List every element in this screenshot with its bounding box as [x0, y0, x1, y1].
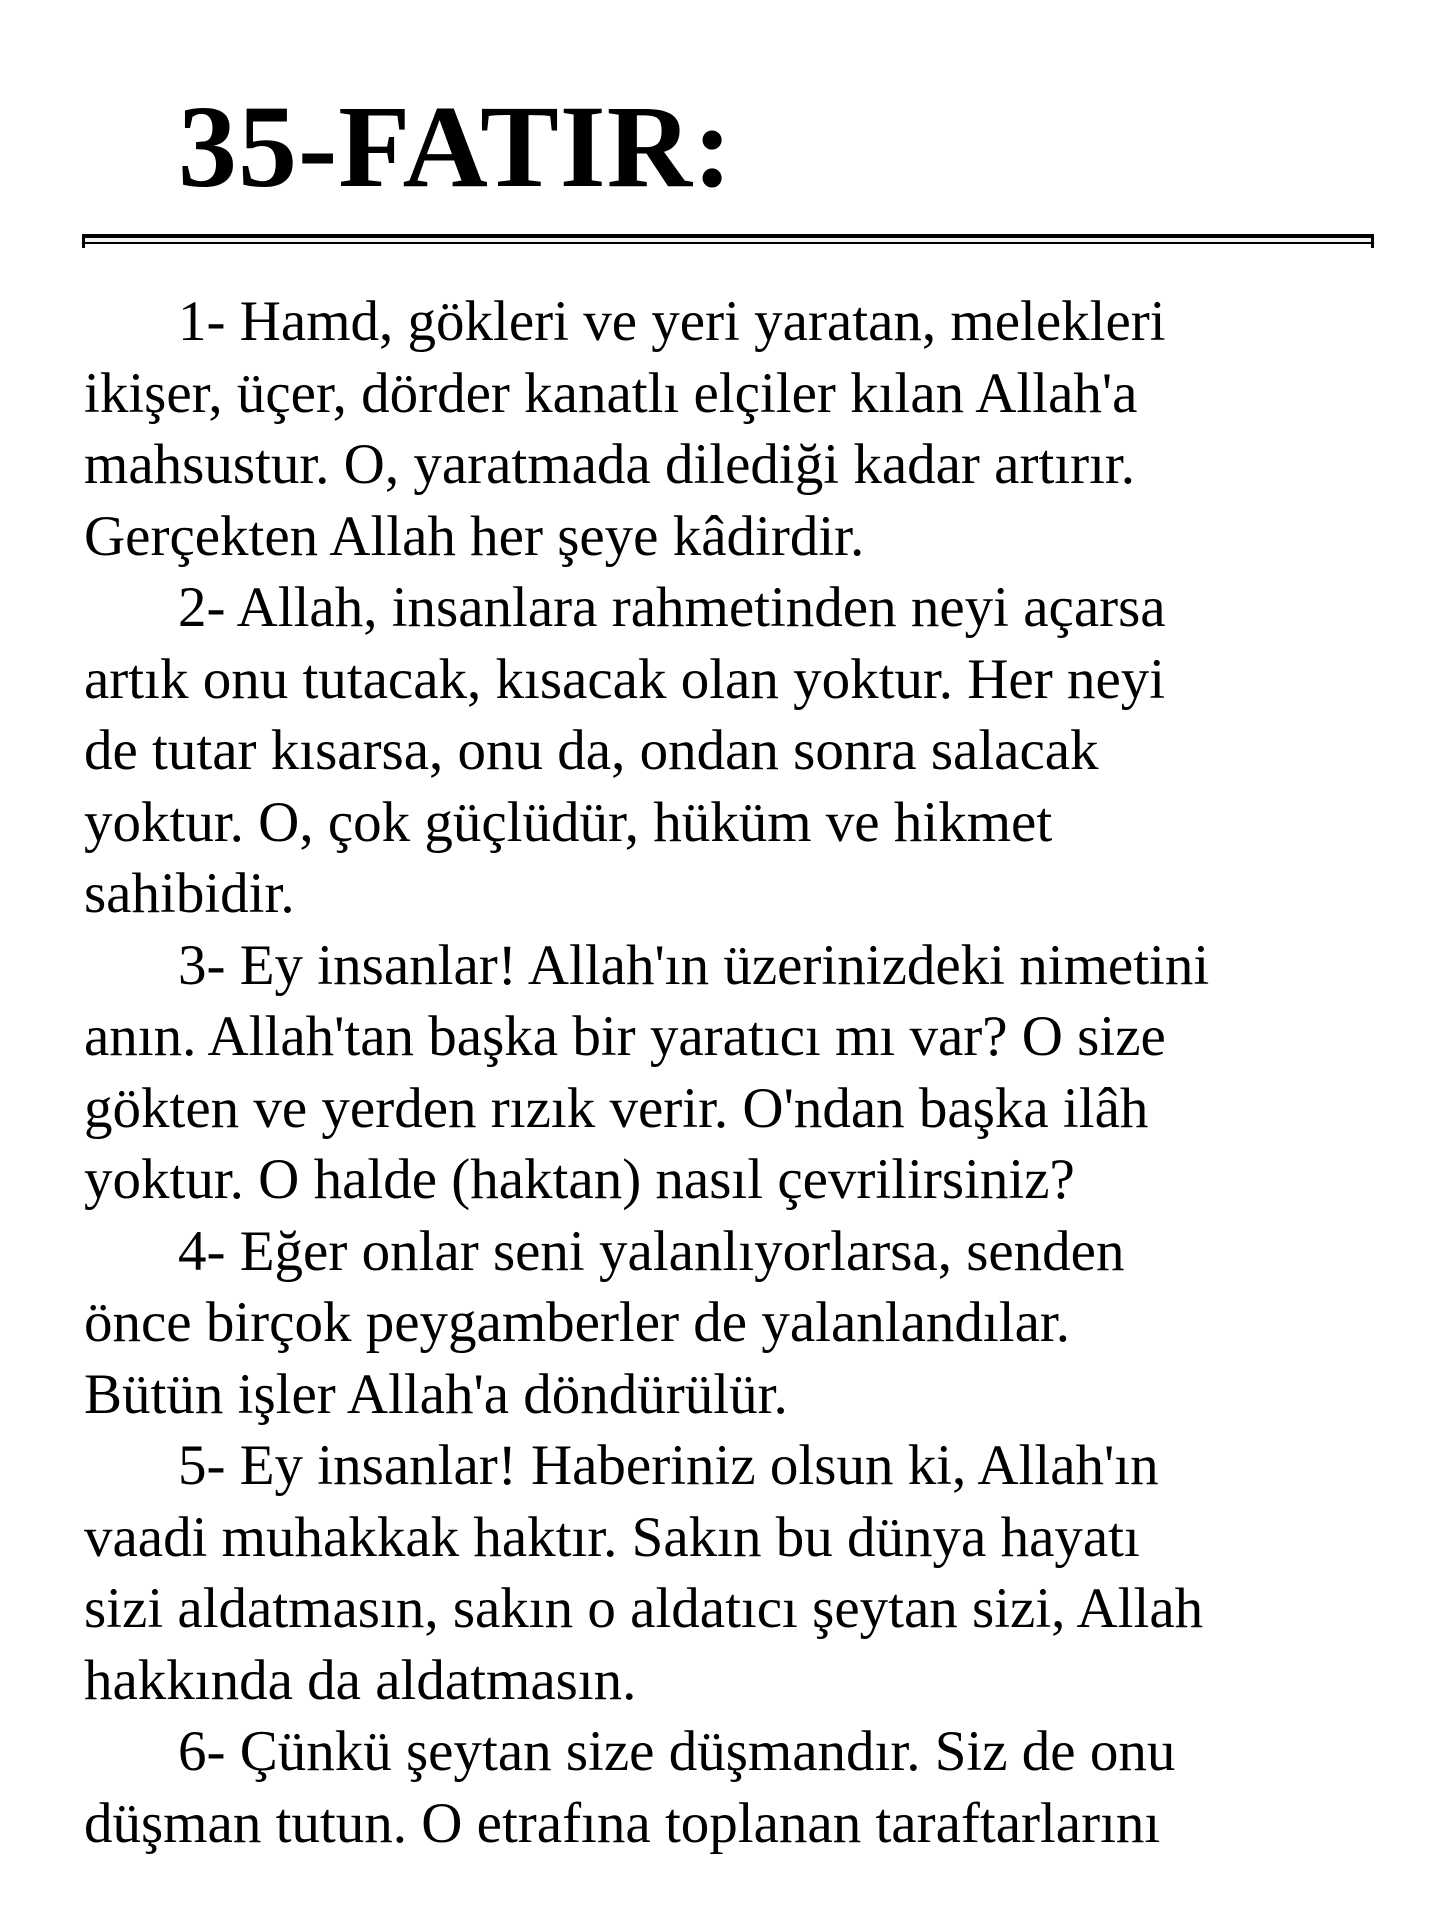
verse-line: 2- Allah, insanlara rahmetinden neyi açarsa: [178, 576, 1166, 639]
verse-line: ikişer, üçer, dörder kanatlı elçiler kılan Allah'a: [84, 361, 1138, 425]
verse-6: [84, 1716, 1384, 1859]
verse-line: Gerçekten Allah her şeye kâdirdir.: [84, 504, 865, 568]
verse-line: anın. Allah'tan başka bir yaratıcı mı var? O size: [84, 1005, 1166, 1068]
verse-line: de tutar kısarsa, onu da, ondan sonra salacak: [84, 719, 1099, 782]
verse-line: sahibidir.: [84, 862, 295, 925]
verse-5: [84, 1430, 1384, 1716]
verse-line: vaadi muhakkak haktır. Sakın bu dünya hayatı: [84, 1505, 1140, 1569]
verse-3: [84, 930, 1384, 1216]
verse-4: [84, 1216, 1384, 1431]
verse-line: 1- Hamd, gökleri ve yeri yaratan, melekleri: [178, 290, 1166, 353]
verse-line: yoktur. O, çok güçlüdür, hüküm ve hikmet: [84, 790, 1053, 854]
page-title: 35-FATIR:: [178, 81, 734, 212]
title-divider: [84, 234, 1372, 244]
verse-line: 6- Çünkü şeytan size düşmandır. Siz de onu: [178, 1720, 1176, 1783]
verse-line: 5- Ey insanlar! Haberiniz olsun ki, Allah'ın: [178, 1434, 1159, 1497]
verse-line: düşman tutun. O etrafına toplanan taraftarlarını: [84, 1791, 1161, 1855]
verse-line: gökten ve yerden rızık verir. O'ndan başka ilâh: [84, 1076, 1149, 1140]
verse-line: yoktur. O halde (haktan) nasıl çevrilirsiniz?: [84, 1148, 1075, 1211]
verse-line: önce birçok peygamberler de yalanlandılar.: [84, 1291, 1070, 1354]
verse-line: 4- Eğer onlar seni yalanlıyorlarsa, senden: [178, 1219, 1125, 1283]
verse-line: sizi aldatmasın, sakın o aldatıcı şeytan sizi, Allah: [84, 1577, 1204, 1640]
verse-list: [84, 286, 1384, 1859]
verse-line: Bütün işler Allah'a döndürülür.: [84, 1362, 788, 1426]
verse-line: hakkında da aldatmasın.: [84, 1648, 637, 1712]
verse-1: [84, 286, 1384, 572]
verse-2: [84, 572, 1384, 930]
verse-line: 3- Ey insanlar! Allah'ın üzerinizdeki nimetini: [178, 933, 1210, 997]
verse-line: mahsustur. O, yaratmada dilediği kadar artırır.: [84, 433, 1136, 496]
verse-line: artık onu tutacak, kısacak olan yoktur. Her neyi: [84, 647, 1166, 711]
